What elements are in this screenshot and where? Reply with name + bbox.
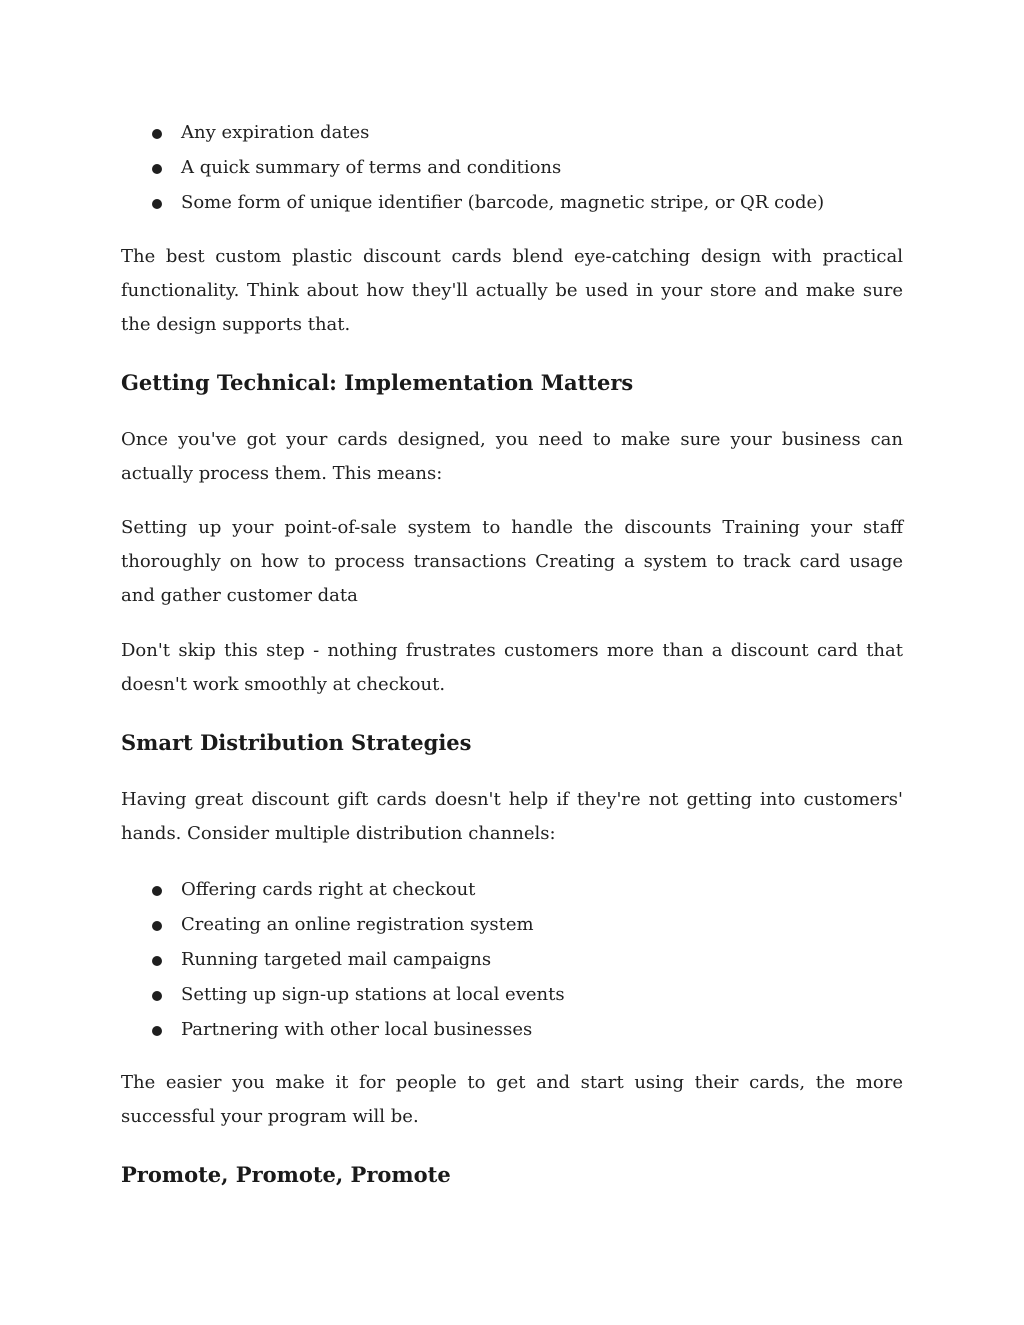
list-item: Offering cards right at checkout <box>121 872 903 907</box>
list-item: Any expiration dates <box>121 115 903 150</box>
list-item: Creating an online registration system <box>121 907 903 942</box>
list-item: Some form of unique identifier (barcode, magnetic stripe, or QR code) <box>121 185 903 220</box>
paragraph-easier-program: The easier you make it for people to get and start using their cards, the more successful your program will be. <box>121 1072 903 1127</box>
section-heading-distribution: Smart Distribution Strategies <box>121 730 472 755</box>
bullet-icon <box>152 129 162 139</box>
section-heading-promote: Promote, Promote, Promote <box>121 1162 451 1187</box>
section-heading-implementation: Getting Technical: Implementation Matters <box>121 370 634 395</box>
bullet-icon <box>152 199 162 209</box>
list-item: Setting up sign-up stations at local events <box>121 977 903 1012</box>
paragraph-design-blend: The best custom plastic discount cards blend eye-catching design with practical functionality. Think about how they'll actually be used in your store and make sure the design supports that. <box>121 246 903 335</box>
bullet-list-distribution-channels <box>121 872 903 1047</box>
paragraph-setup-steps: Setting up your point-of-sale system to handle the discounts Training your staff thoroughly on how to process transactions Creating a system to track card usage and gather customer data <box>121 517 903 606</box>
paragraph-dont-skip: Don't skip this step - nothing frustrates customers more than a discount card that doesn't work smoothly at checkout. <box>121 640 903 695</box>
list-item: A quick summary of terms and conditions <box>121 150 903 185</box>
bullet-icon <box>152 886 162 896</box>
bullet-icon <box>152 956 162 966</box>
list-item: Partnering with other local businesses <box>121 1012 903 1047</box>
paragraph-process-cards: Once you've got your cards designed, you need to make sure your business can actually process them. This means: <box>121 429 903 484</box>
bullet-icon <box>152 991 162 1001</box>
list-item: Running targeted mail campaigns <box>121 942 903 977</box>
paragraph-distribution-intro: Having great discount gift cards doesn't help if they're not getting into customers' hands. Consider multiple distribution channels: <box>121 789 903 844</box>
bullet-icon <box>152 921 162 931</box>
bullet-list-card-details <box>121 115 903 220</box>
bullet-icon <box>152 1026 162 1036</box>
bullet-icon <box>152 164 162 174</box>
